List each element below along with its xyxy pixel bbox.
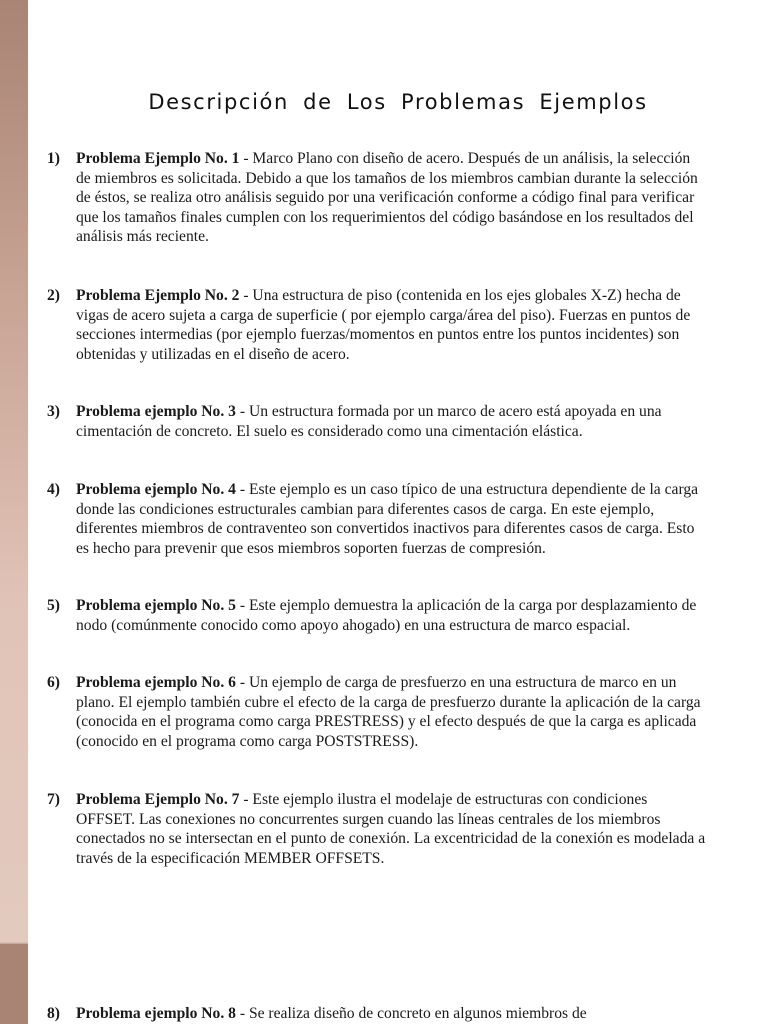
page-title: Descripción de Los Problemas Ejemplos bbox=[148, 90, 648, 114]
item-description: - Este ejemplo demuestra la aplicación de la carga por desplazamiento de nodo (comúnmente conocido como apoyo ahogado) en una estructura de marco espacial. bbox=[76, 597, 697, 634]
item-lead: Problema Ejemplo No. 2 bbox=[76, 287, 240, 304]
item-lead: Problema ejemplo No. 6 bbox=[76, 674, 236, 691]
list-item bbox=[47, 1004, 707, 1024]
item-description: - Marco Plano con diseño de acero. Después de un análisis, la selección de miembros es solicitada. Debido a que los tamaños de los miembros cambian durante la selección de éstos, se realiza otro análisis seguido por una verificación conforme a código final para verificar que los tamaños finales cumplen con los requerimientos del código basándose en los resultados del análisis más reciente. bbox=[76, 150, 698, 246]
item-description: - Este ejemplo ilustra el modelaje de estructuras con condiciones OFFSET. Las conexiones no concurrentes surgen cuando las líneas centrales de los miembros conectados no se intersectan en el punto de conexión. La excentricidad de la conexión es modelada a través de la especificación MEMBER OFFSETS. bbox=[76, 791, 706, 867]
item-number: 5) bbox=[47, 597, 60, 614]
item-text bbox=[76, 673, 707, 751]
item-text bbox=[76, 790, 707, 868]
item-description: - Este ejemplo es un caso típico de una estructura dependiente de la carga donde las condiciones estructurales cambian para diferentes casos de carga. En este ejemplo, diferentes miembros de contraventeo son convertidos inactivos para diferentes casos de carga. Esto es hecho para prevenir que esos miembros soporten fuerzas de compresión. bbox=[76, 481, 699, 557]
item-lead: Problema ejemplo No. 5 bbox=[76, 597, 236, 614]
item-text bbox=[76, 149, 707, 247]
list-item bbox=[47, 596, 707, 635]
item-lead: Problema ejemplo No. 4 bbox=[76, 481, 236, 498]
decorative-side-bar bbox=[0, 0, 28, 1024]
item-description: - Una estructura de piso (contenida en los ejes globales X-Z) hecha de vigas de acero sujeta a carga de superficie ( por ejemplo carga/área del piso). Fuerzas en puntos de secciones intermedias (por ejemplo fuerzas/momentos en puntos entre los puntos incidentes) son obtenidas y utilizadas en el diseño de acero. bbox=[76, 287, 691, 363]
item-number: 1) bbox=[47, 150, 60, 167]
item-text bbox=[76, 402, 707, 441]
item-number: 2) bbox=[47, 287, 60, 304]
item-lead: Problema ejemplo No. 3 bbox=[76, 403, 236, 420]
item-text bbox=[76, 596, 707, 635]
item-number: 3) bbox=[47, 403, 60, 420]
item-description: - Se realiza diseño de concreto en algunos miembros de bbox=[235, 1005, 587, 1022]
item-lead: Problema Ejemplo No. 7 bbox=[76, 791, 240, 808]
list-item bbox=[47, 402, 707, 441]
list-item bbox=[47, 480, 707, 558]
list-item bbox=[47, 149, 707, 247]
list-item bbox=[47, 790, 707, 868]
item-number: 6) bbox=[47, 674, 60, 691]
item-description: - Un estructura formada por un marco de acero está apoyada en una cimentación de concreto. El suelo es considerado como una cimentación elástica. bbox=[76, 403, 662, 440]
item-number: 4) bbox=[47, 481, 60, 498]
item-description: - Un ejemplo de carga de presfuerzo en una estructura de marco en un plano. El ejemplo también cubre el efecto de la carga de presfuerzo durante la aplicación de la carga (conocida en el programa como carga PRESTRESS) y el efecto después de que la carga es aplicada (conocido en el programa como carga POSTSTRESS). bbox=[76, 674, 701, 750]
item-number: 8) bbox=[47, 1005, 60, 1022]
list-item bbox=[47, 286, 707, 364]
item-text bbox=[76, 286, 707, 364]
item-text bbox=[76, 480, 707, 558]
list-item bbox=[47, 673, 707, 751]
item-lead: Problema ejemplo No. 8 bbox=[76, 1005, 236, 1022]
item-lead: Problema Ejemplo No. 1 bbox=[76, 150, 240, 167]
item-number: 7) bbox=[47, 791, 60, 808]
item-text bbox=[76, 1004, 707, 1024]
